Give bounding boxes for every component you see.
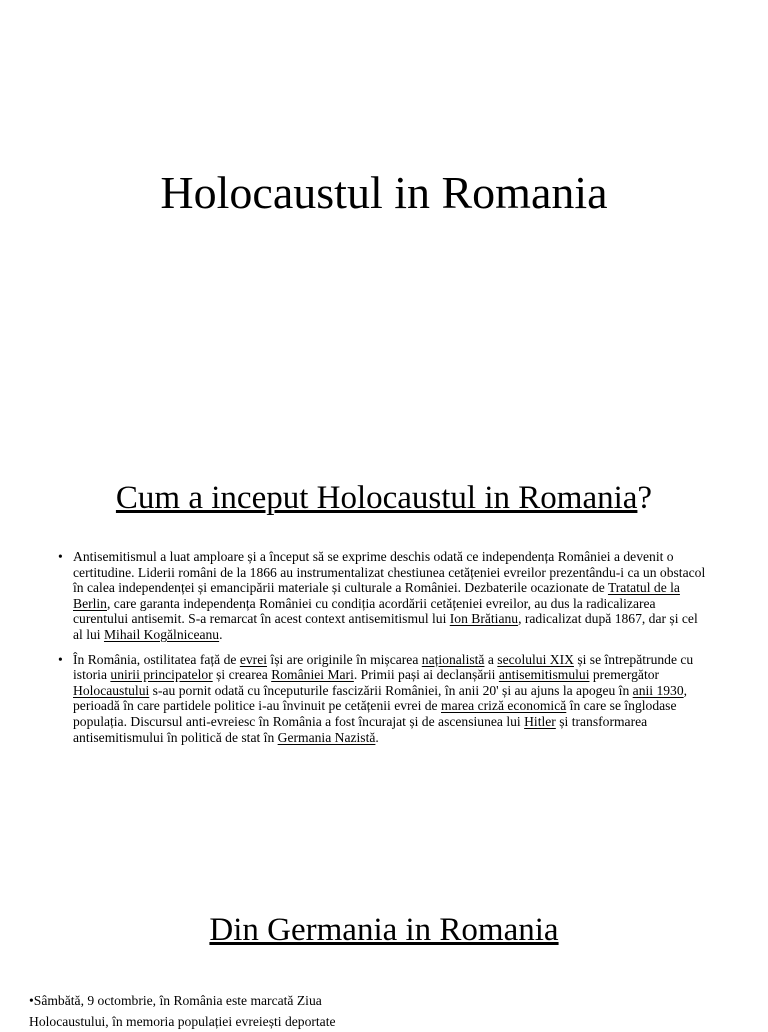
bullet-list <box>58 549 706 754</box>
link-evrei[interactable]: evrei <box>239 651 268 667</box>
section-heading-start <box>0 478 768 518</box>
slide3-body <box>29 990 389 1032</box>
text: s-au pornit odată cu începuturile fascizării României, în anii 20' și au ajuns la apogeu în <box>149 682 633 698</box>
text: . <box>375 729 379 745</box>
link-germania-nazista[interactable]: Germania Nazistă <box>277 729 376 745</box>
text: în care se înglodase populația. Discursul anti-evreiesc în România a fost încurajat și de ascensiunea lui <box>73 698 677 729</box>
text: Antisemitismul a luat amploare și a început să se exprime deschis odată ce independența României a devenit o certitudine. Liderii români de la 1866 au instrumentalizat chestiunea cetățeniei evreilor prezentându-i ca un obstacol în calea independenței și emancipării materiale și culturale a României. Dezbaterile ocazionate de <box>73 549 706 596</box>
link-holocaustului[interactable]: Holocaustului <box>73 682 150 698</box>
heading-link[interactable]: Cum a inceput Holocaustul in Romania <box>115 480 638 516</box>
link-kogalniceanu[interactable]: Mihail Kogălniceanu <box>103 626 220 642</box>
text: , care garanta independența României cu condiția acordării cetățeniei evreilor, au dus la radicalizarea curentului antisemit. S-a remarcat în acest context antisemitismul lui <box>73 595 656 627</box>
link-unirii-principatelor[interactable]: unirii principatelor <box>110 667 213 683</box>
link-hitler[interactable]: Hitler <box>524 713 556 729</box>
slide-title: Holocaustul in Romania <box>160 167 608 218</box>
link-antisemitismului[interactable]: antisemitismului <box>498 667 590 683</box>
heading-suffix: ? <box>637 480 653 516</box>
link-nationalista[interactable]: naționalistă <box>421 651 485 667</box>
text: își are originile în mișcarea <box>267 651 422 667</box>
link-anii-1930[interactable]: anii 1930 <box>632 682 684 698</box>
link-secolului-xix[interactable]: secolului XIX <box>497 651 574 667</box>
text: și crearea <box>212 667 272 683</box>
text: În România, ostilitatea față de <box>73 651 240 667</box>
text: . Primii pași ai declanșării <box>353 667 499 683</box>
text: premergător <box>589 667 660 683</box>
link-marea-criza[interactable]: marea criză economică <box>441 698 567 714</box>
link-romaniei-mari[interactable]: României Mari <box>271 667 354 683</box>
text: și transformarea antisemitismului în politică de stat în <box>73 713 648 745</box>
text: a <box>484 651 498 667</box>
body-line-1: •Sâmbătă, 9 octombrie, în România este marcată Ziua <box>29 993 322 1008</box>
section-heading-germany <box>0 910 768 950</box>
heading-link[interactable]: Din Germania in Romania <box>209 912 559 948</box>
link-ion-bratianu[interactable]: Ion Brătianu <box>449 611 519 627</box>
text: , perioadă în care partidele politice i-au învinuit pe cetățenii evrei de <box>73 682 688 714</box>
bullet-item-1 <box>58 549 706 643</box>
link-tratatul-berlin[interactable]: Tratatul de la Berlin <box>73 580 680 611</box>
text: . <box>219 626 223 642</box>
text: și se întrepătrunde cu istoria <box>73 651 694 683</box>
body-line-2: Holocaustului, în memoria populației evreiești deportate <box>29 1014 336 1029</box>
bullet-item-2 <box>58 652 706 746</box>
text: , radicalizat după 1867, dar și cel al lui <box>73 611 698 642</box>
